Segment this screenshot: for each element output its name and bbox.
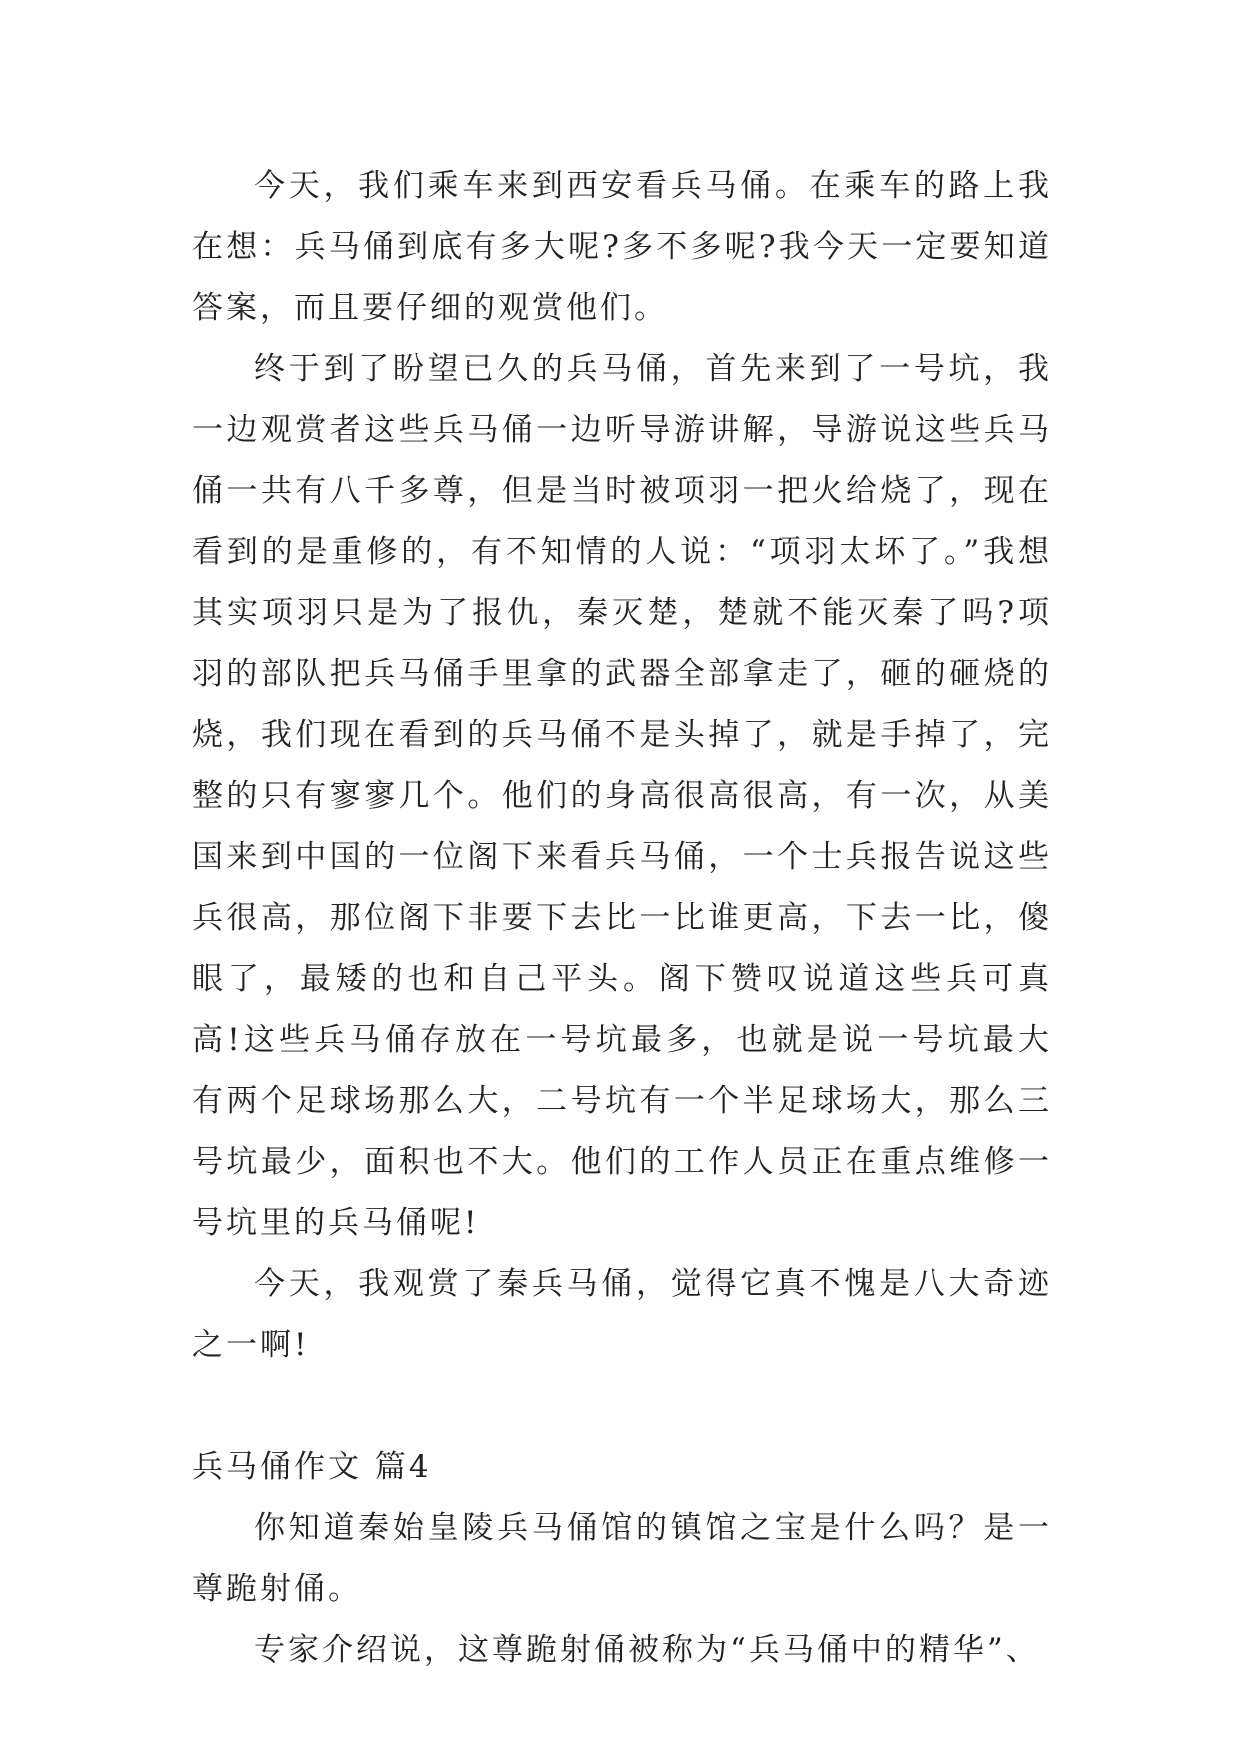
paragraph-conclusion: 今天，我观赏了秦兵马俑，觉得它真不愧是八大奇迹之一啊! xyxy=(192,1266,1052,1363)
paragraph-intro: 今天，我们乘车来到西安看兵马俑。在乘车的路上我在想：兵马俑到底有多大呢?多不多呢?我今天一定要知道答案，而且要仔细的观赏他们。 xyxy=(192,168,1052,326)
document-body xyxy=(192,156,1052,1681)
paragraph-kneeling-archer: 你知道秦始皇陵兵马俑馆的镇馆之宝是什么吗？是一尊跪射俑。 xyxy=(192,1510,1052,1607)
section-heading: 兵马俑作文 篇4 xyxy=(192,1449,432,1485)
paragraph-expert-intro: 专家介绍说，这尊跪射俑被称为“兵马俑中的精华”、 xyxy=(254,1632,1040,1668)
paragraph-pit-one: 终于到了盼望已久的兵马俑，首先来到了一号坑，我一边观赏者这些兵马俑一边听导游讲解，导游说这些兵马俑一共有八千多尊，但是当时被项羽一把火给烧了，现在看到的是重修的，有不知情的人说：“项羽太坏了。”我想其实项羽只是为了报仇，秦灭楚，楚就不能灭秦了吗?项羽的部队把兵马俑手里拿的武器全部拿走了，砸的砸烧的烧，我们现在看到的兵马俑不是头掉了，就是手掉了，完整的只有寥寥几个。他们的身高很高很高，有一次，从美国来到中国的一位阁下来看兵马俑，一个士兵报告说这些兵很高，那位阁下非要下去比一比谁更高，下去一比，傻眼了，最矮的也和自己平头。阁下赞叹说道这些兵可真高!这些兵马俑存放在一号坑最多，也就是说一号坑最大有两个足球场那么大，二号坑有一个半足球场大，那么三号坑最少，面积也不大。他们的工作人员正在重点维修一号坑里的兵马俑呢! xyxy=(192,351,1052,1241)
